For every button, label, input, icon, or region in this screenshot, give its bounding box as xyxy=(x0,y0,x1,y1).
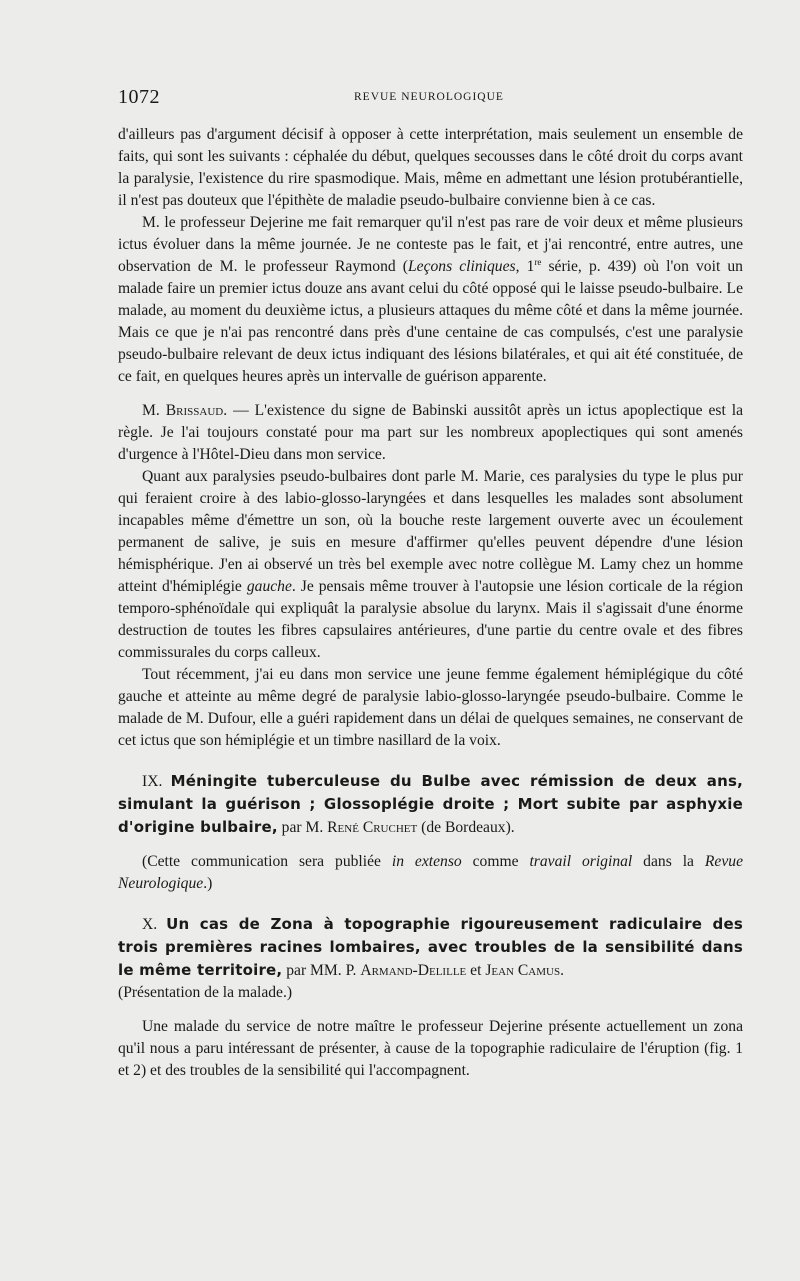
item-x-heading: X. Un cas de Zona à topographie rigoureusement radiculaire des trois premières racines lombaires, avec troubles de la sensibilité dans le même territoire, par MM. P. Armand-Delille et Jean Camus. xyxy=(118,915,743,979)
paragraph-brissaud: M. Brissaud. — L'existence du signe de Babinski aussitôt après un ictus apoplectique est la règle. Je l'ai toujours constaté pour ma part sur les nombreux apoplectiques qui sont amenés d'urgence à l'Hôtel-Dieu dans mon service. xyxy=(118,402,743,463)
book-title: Leçons cliniques xyxy=(407,258,516,275)
item-x-author-2: Jean Camus xyxy=(485,962,561,979)
page-number: 1072 xyxy=(118,86,160,108)
item-x-number: X. xyxy=(142,916,158,933)
running-head: REVUE NEUROLOGIQUE xyxy=(354,91,504,103)
page-header xyxy=(118,86,743,110)
page-body xyxy=(118,124,743,1082)
paragraph-2: M. le professeur Dejerine me fait remarquer qu'il n'est pas rare de voir deux et même plusieurs ictus évoluer dans la même journée. Je ne conteste pas le fait, et j'ai rencontré, entre autres, une observation de M. le professeur Raymond (Leçons cliniques, 1re série, p. 439) où l'on voit un malade faire un premier ictus douze ans avant celui du côté opposé qui le laisse pseudo-bulbaire. Le malade, au moment du deuxième ictus, a plusieurs attaques du même côté et dans la même journée. Mais ce que je n'ai pas rencontré dans près d'une centaine de cas compulsés, c'est une paralysie pseudo-bulbaire relevant de deux ictus indiquant des lésions bilatérales, et qui ait été constituée, de ce fait, en quelques heures après un intervalle de guérison apparente. xyxy=(118,214,743,385)
item-ix-number: IX. xyxy=(142,773,163,790)
paragraph-5: Tout récemment, j'ai eu dans mon service une jeune femme également hémiplégique du côté gauche et atteinte au même degré de paralysie labio-glosso-laryngée pseudo-bulbaire. Comme le malade de M. Dufour, elle a guéri rapidement dans un délai de quelques semaines, ne conservant de cet ictus que son hémiplégie et un timbre nasillard de la voix. xyxy=(118,666,743,749)
item-x-title: Un cas de Zona à topographie rigoureusement radiculaire des trois premières racines lombaires, avec troubles de la sensibilité dans le même territoire, xyxy=(118,915,743,979)
series-superscript: re xyxy=(534,256,542,267)
item-ix-heading: IX. Méningite tuberculeuse du Bulbe avec rémission de deux ans, simulant la guérison ; Glossoplégie droite ; Mort subite par asphyxie d'origine bulbaire, par M. René Cruchet (de Bordeaux). xyxy=(118,772,743,836)
item-x-body: Une malade du service de notre maître le professeur Dejerine présente actuellement un zona qu'il nous a paru intéressant de présenter, à cause de la topographie radiculaire de l'éruption (fig. 1 et 2) et des troubles de la sensibilité qui l'accompagnent. xyxy=(118,1018,743,1079)
item-ix-title: Méningite tuberculeuse du Bulbe avec rémission de deux ans, simulant la guérison ; Glossoplégie droite ; Mort subite par asphyxie d'origine bulbaire, xyxy=(118,772,743,836)
paragraph-1: d'ailleurs pas d'argument décisif à opposer à cette interprétation, mais seulement un ensemble de faits, qui sont les suivants : céphalée du début, quelques secousses dans le côté droit du corps avant la paralysie, l'existence du rire spasmodique. Mais, même en admettant une lésion protubérantielle, il n'est pas douteux que l'épithète de maladie pseudo-bulbaire convienne bien à ce cas. xyxy=(118,126,743,209)
item-ix-note: (Cette communication sera publiée in extenso comme travail original dans la Revue Neurologique.) xyxy=(118,853,743,892)
item-x-presentation: (Présentation de la malade.) xyxy=(118,984,293,1001)
speaker-name: Brissaud. xyxy=(165,402,228,419)
series-ordinal: 1 xyxy=(526,258,535,275)
item-ix-author: René Cruchet xyxy=(327,819,418,836)
item-x-author-1: Armand-Delille xyxy=(360,962,467,979)
paragraph-4: Quant aux paralysies pseudo-bulbaires dont parle M. Marie, ces paralysies du type le plus pur qui feraient croire à des labio-glosso-laryngées et dans lesquelles les malades sont absolument incapables même d'émettre un son, où la bouche reste largement ouverte avec un écoulement permanent de salive, je suis en mesure d'affirmer qu'elles peuvent dépendre d'une lésion hémisphérique. J'en ai observé un très bel exemple avec notre collègue M. Lamy chez un homme atteint d'hémiplégie gauche. Je pensais même trouver à l'autopsie une lésion corticale de la région temporo-sphénoïdale qui expliquât la paralysie absolue du larynx. Mais il s'agissait d'une énorme destruction de toutes les fibres capsulaires antérieures, d'une partie du centre ovale et des fibres commissurales du corps calleux. xyxy=(118,468,743,661)
